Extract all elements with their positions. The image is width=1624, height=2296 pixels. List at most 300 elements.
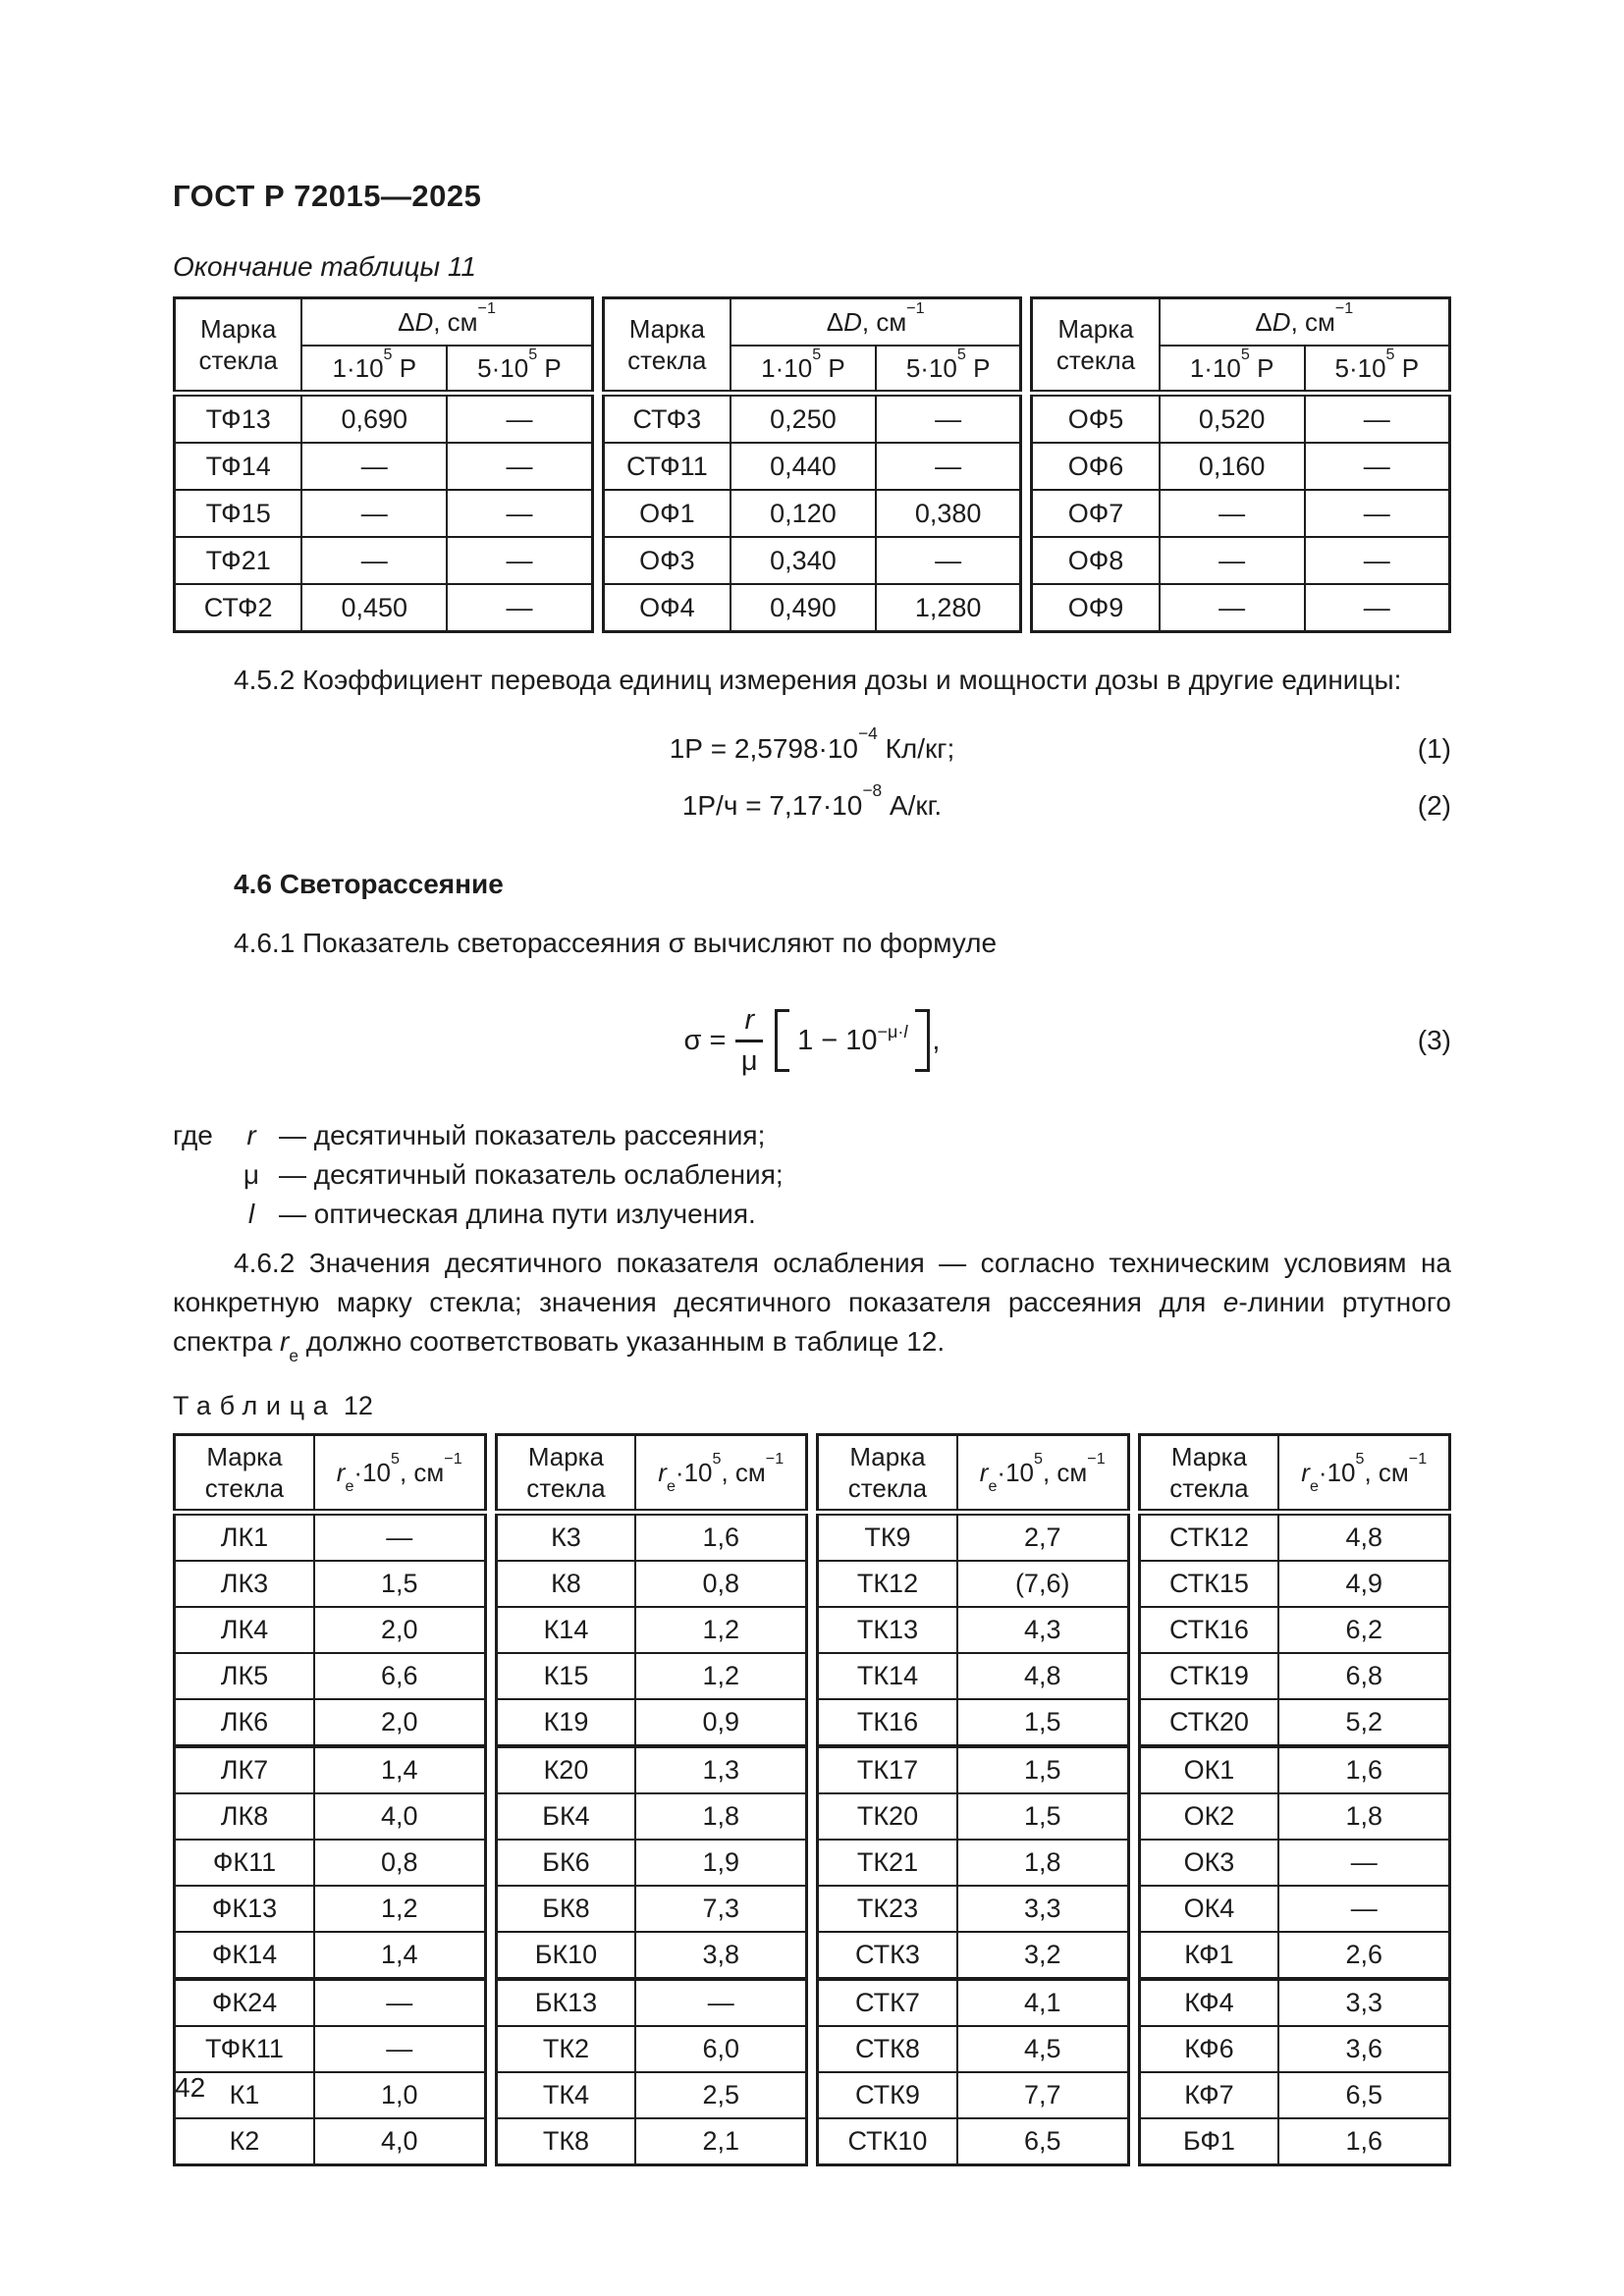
table11-continuation-caption: Окончание таблицы 11 <box>173 251 476 282</box>
cell-glass-mark: ОК1 <box>1139 1746 1278 1793</box>
where-item <box>173 1155 1451 1195</box>
table12-group <box>1138 1433 1452 2166</box>
cell-delta-value: 0,440 <box>731 443 876 490</box>
table-row <box>818 1746 1129 1793</box>
table12-group <box>173 1433 487 2166</box>
table-row <box>175 1840 486 1886</box>
cell-re-value: 4,3 <box>957 1607 1128 1653</box>
table11-header-row <box>603 298 1021 347</box>
formula-2 <box>173 780 1451 831</box>
cell-delta-value: — <box>1305 537 1450 584</box>
cell-glass-mark: СТК12 <box>1139 1513 1278 1562</box>
cell-re-value: 4,8 <box>1278 1513 1449 1562</box>
table-row <box>1032 443 1450 490</box>
col-header-re-value: $r_e\cdot 10^5$, $см^{-1}$ <box>635 1435 806 1513</box>
table-row <box>496 1699 807 1746</box>
cell-glass-mark: ЛК5 <box>175 1653 314 1699</box>
cell-re-value: 2,0 <box>314 1699 485 1746</box>
table11-header-row <box>1032 298 1450 347</box>
table-row <box>818 2072 1129 2118</box>
table11-head <box>175 298 593 394</box>
cell-glass-mark: БК10 <box>496 1932 635 1979</box>
cell-glass-mark: ЛК4 <box>175 1607 314 1653</box>
table-row <box>496 2118 807 2165</box>
heading-4-6: 4.6 Светорассеяние <box>234 869 504 899</box>
table-row <box>175 490 593 537</box>
cell-glass-mark: ФК24 <box>175 1979 314 2026</box>
cell-re-value: 2,0 <box>314 1607 485 1653</box>
cell-glass-mark: БК8 <box>496 1886 635 1932</box>
table-row <box>1139 2026 1450 2072</box>
cell-glass-mark: СТК16 <box>1139 1607 1278 1653</box>
col-header-glass-mark: Марка стекла <box>175 298 302 394</box>
table11-head <box>1032 298 1450 394</box>
table-row <box>1139 2118 1450 2165</box>
formula-3-body <box>684 1005 941 1076</box>
table-row <box>818 2026 1129 2072</box>
table-row <box>175 1513 486 1562</box>
cell-glass-mark: ТФ21 <box>175 537 302 584</box>
cell-re-value: 4,5 <box>957 2026 1128 2072</box>
table-row <box>175 394 593 444</box>
table-row <box>496 1513 807 1562</box>
table-row <box>175 1746 486 1793</box>
where-symbol: μ <box>243 1159 260 1190</box>
cell-delta-value: — <box>876 537 1021 584</box>
paragraph-4-6-2: 4.6.2 Значения десятичного показателя ослабления — согласно техническим условиям на конкретную марку стекла; значения десятичного показателя рассеяния для e-линии ртутного спектра $r_e$ должно соответствовать указанным в таблице 12. <box>173 1248 1451 1366</box>
cell-re-value: 2,7 <box>957 1513 1128 1562</box>
table-row <box>496 1746 807 1793</box>
cell-delta-value: — <box>301 537 447 584</box>
cell-re-value: 1,2 <box>635 1653 806 1699</box>
table-row <box>603 537 1021 584</box>
where-definitions <box>173 1116 1451 1234</box>
cell-delta-value: — <box>1160 584 1305 632</box>
right-bracket <box>915 1009 930 1072</box>
cell-glass-mark: СТК10 <box>818 2118 957 2165</box>
formula-2-body: $1Р/ч = 7,17\cdot 10^{-8}$ А/кг. <box>681 780 943 821</box>
cell-re-value: (7,6) <box>957 1561 1128 1607</box>
table12-header-row <box>175 1435 486 1513</box>
table-row <box>603 584 1021 632</box>
table-row <box>1139 2072 1450 2118</box>
cell-glass-mark: ТК21 <box>818 1840 957 1886</box>
col-header-glass-mark: Марка стекла <box>496 1435 635 1513</box>
cell-re-value: 3,3 <box>957 1886 1128 1932</box>
table11-header-row <box>175 298 593 347</box>
table-row <box>1139 1653 1450 1699</box>
cell-glass-mark: ФК13 <box>175 1886 314 1932</box>
col-header-dose: $1\cdot 10^5$ Р <box>1160 346 1305 394</box>
cell-glass-mark: ТК8 <box>496 2118 635 2165</box>
cell-glass-mark: ТК23 <box>818 1886 957 1932</box>
table12-group <box>495 1433 809 2166</box>
table-row <box>175 2072 486 2118</box>
cell-re-value: 6,5 <box>957 2118 1128 2165</box>
cell-glass-mark: К14 <box>496 1607 635 1653</box>
cell-delta-value: — <box>1305 443 1450 490</box>
col-header-dose: $5\cdot 10^5$ Р <box>1305 346 1450 394</box>
paragraph-4-5-2: 4.5.2 Коэффициент перевода единиц измерения дозы и мощности дозы в другие единицы: <box>234 665 1402 695</box>
cell-re-value: 1,9 <box>635 1840 806 1886</box>
paragraph-4-6-1: 4.6.1 Показатель светорассеяния σ вычисляют по формуле <box>234 928 998 958</box>
col-header-dose: $1\cdot 10^5$ Р <box>301 346 447 394</box>
cell-glass-mark: ОФ7 <box>1032 490 1160 537</box>
cell-re-value: 1,2 <box>314 1886 485 1932</box>
cell-delta-value: — <box>447 443 592 490</box>
cell-re-value: 1,8 <box>957 1840 1128 1886</box>
cell-glass-mark: ОФ9 <box>1032 584 1160 632</box>
col-header-dose: $5\cdot 10^5$ Р <box>447 346 592 394</box>
cell-delta-value: 0,450 <box>301 584 447 632</box>
cell-delta-value: 0,120 <box>731 490 876 537</box>
cell-delta-value: — <box>1160 490 1305 537</box>
table12-body <box>1139 1513 1450 2165</box>
table-row <box>175 1979 486 2026</box>
cell-glass-mark: ТФ13 <box>175 394 302 444</box>
col-header-delta-d: ΔD, $см^{-1}$ <box>301 298 592 347</box>
cell-glass-mark: ТФК11 <box>175 2026 314 2072</box>
cell-re-value: 1,2 <box>635 1607 806 1653</box>
table12-body <box>175 1513 486 2165</box>
cell-delta-value: 0,250 <box>731 394 876 444</box>
table-row <box>496 2072 807 2118</box>
table-row <box>175 1793 486 1840</box>
cell-glass-mark: КФ7 <box>1139 2072 1278 2118</box>
col-header-dose: $5\cdot 10^5$ Р <box>876 346 1021 394</box>
cell-re-value: — <box>1278 1886 1449 1932</box>
cell-re-value: 0,8 <box>635 1561 806 1607</box>
col-header-glass-mark: Марка стекла <box>603 298 731 394</box>
table11-group <box>173 296 594 633</box>
cell-glass-mark: ТФ14 <box>175 443 302 490</box>
formula-1-body: $1Р = 2,5798\cdot 10^{-4}$ Кл/кг; <box>669 723 955 764</box>
table-row <box>603 490 1021 537</box>
where-symbol: r <box>246 1120 256 1150</box>
table12-group <box>816 1433 1130 2166</box>
cell-glass-mark: ТК9 <box>818 1513 957 1562</box>
cell-re-value: 1,8 <box>635 1793 806 1840</box>
table-row <box>175 1653 486 1699</box>
table12-head <box>496 1435 807 1513</box>
cell-re-value: 6,8 <box>1278 1653 1449 1699</box>
table-row <box>1139 1979 1450 2026</box>
table11-head <box>603 298 1021 394</box>
table-row <box>1139 1513 1450 1562</box>
table-row <box>818 1607 1129 1653</box>
cell-glass-mark: БК6 <box>496 1840 635 1886</box>
cell-glass-mark: СТК20 <box>1139 1699 1278 1746</box>
cell-re-value: — <box>635 1979 806 2026</box>
cell-re-value: 4,8 <box>957 1653 1128 1699</box>
table-row <box>175 1607 486 1653</box>
cell-glass-mark: ТК16 <box>818 1699 957 1746</box>
cell-re-value: 1,4 <box>314 1932 485 1979</box>
cell-glass-mark: БК4 <box>496 1793 635 1840</box>
cell-glass-mark: К20 <box>496 1746 635 1793</box>
table-row <box>496 1886 807 1932</box>
cell-re-value: — <box>314 1513 485 1562</box>
cell-re-value: 0,9 <box>635 1699 806 1746</box>
col-header-glass-mark: Марка стекла <box>175 1435 314 1513</box>
table11-body <box>175 394 593 632</box>
table12-caption <box>173 1391 1451 1421</box>
cell-glass-mark: ЛК1 <box>175 1513 314 1562</box>
cell-glass-mark: ОК3 <box>1139 1840 1278 1886</box>
cell-delta-value: — <box>1305 490 1450 537</box>
page-number: 42 <box>175 2072 206 2103</box>
cell-glass-mark: ТК20 <box>818 1793 957 1840</box>
formula-1 <box>173 723 1451 774</box>
table-row <box>496 1979 807 2026</box>
cell-glass-mark: ОФ4 <box>603 584 731 632</box>
cell-delta-value: — <box>447 394 592 444</box>
cell-glass-mark: ОФ6 <box>1032 443 1160 490</box>
cell-glass-mark: ТК12 <box>818 1561 957 1607</box>
where-item <box>173 1195 1451 1234</box>
cell-delta-value: — <box>301 443 447 490</box>
table11 <box>173 296 1451 633</box>
cell-delta-value: 0,520 <box>1160 394 1305 444</box>
cell-glass-mark: КФ4 <box>1139 1979 1278 2026</box>
standard-code: ГОСТ Р 72015—2025 <box>173 179 482 213</box>
cell-glass-mark: ОФ8 <box>1032 537 1160 584</box>
cell-glass-mark: К19 <box>496 1699 635 1746</box>
cell-delta-value: — <box>447 537 592 584</box>
cell-re-value: 1,5 <box>957 1746 1128 1793</box>
table-row <box>818 1932 1129 1979</box>
cell-glass-mark: ЛК6 <box>175 1699 314 1746</box>
cell-glass-mark: ОФ3 <box>603 537 731 584</box>
col-header-re-value: $r_e\cdot 10^5$, $см^{-1}$ <box>314 1435 485 1513</box>
cell-glass-mark: СТК8 <box>818 2026 957 2072</box>
table-row <box>496 2026 807 2072</box>
table-row <box>175 1699 486 1746</box>
table12-body <box>496 1513 807 2165</box>
table-row <box>1139 1932 1450 1979</box>
cell-glass-mark: ТК17 <box>818 1746 957 1793</box>
fraction-denominator: μ <box>740 1044 758 1077</box>
col-header-delta-d: ΔD, $см^{-1}$ <box>731 298 1021 347</box>
cell-glass-mark: СТФ2 <box>175 584 302 632</box>
cell-re-value: 6,6 <box>314 1653 485 1699</box>
table-row <box>818 1840 1129 1886</box>
table-row <box>175 2118 486 2165</box>
cell-glass-mark: К1 <box>175 2072 314 2118</box>
cell-re-value: 3,2 <box>957 1932 1128 1979</box>
cell-glass-mark: К2 <box>175 2118 314 2165</box>
cell-re-value: 6,2 <box>1278 1607 1449 1653</box>
table-row <box>1139 1886 1450 1932</box>
table-row <box>496 1840 807 1886</box>
table-row <box>818 1561 1129 1607</box>
table-row <box>1139 1746 1450 1793</box>
table11-body <box>1032 394 1450 632</box>
cell-glass-mark: К8 <box>496 1561 635 1607</box>
cell-glass-mark: КФ1 <box>1139 1932 1278 1979</box>
where-item <box>173 1116 1451 1155</box>
cell-re-value: 7,7 <box>957 2072 1128 2118</box>
cell-glass-mark: БФ1 <box>1139 2118 1278 2165</box>
table-row <box>1139 1793 1450 1840</box>
table-row <box>818 1653 1129 1699</box>
table-row <box>175 584 593 632</box>
table-row <box>1139 1561 1450 1607</box>
cell-glass-mark: ТК4 <box>496 2072 635 2118</box>
table-row <box>603 443 1021 490</box>
cell-delta-value: — <box>301 490 447 537</box>
col-header-dose: $1\cdot 10^5$ Р <box>731 346 876 394</box>
cell-glass-mark: СТК7 <box>818 1979 957 2026</box>
table-row <box>175 1886 486 1932</box>
cell-glass-mark: ТФ15 <box>175 490 302 537</box>
cell-glass-mark: ЛК3 <box>175 1561 314 1607</box>
cell-re-value: 1,6 <box>635 1513 806 1562</box>
table-row <box>818 2118 1129 2165</box>
col-header-re-value: $r_e\cdot 10^5$, $см^{-1}$ <box>957 1435 1128 1513</box>
cell-delta-value: — <box>876 394 1021 444</box>
table-row <box>1139 1607 1450 1653</box>
table-row <box>818 1979 1129 2026</box>
col-header-delta-d: ΔD, $см^{-1}$ <box>1160 298 1450 347</box>
table12 <box>173 1433 1451 2166</box>
where-definition-text: — оптическая длина пути излучения. <box>279 1199 756 1229</box>
table-row <box>818 1699 1129 1746</box>
cell-re-value: 2,1 <box>635 2118 806 2165</box>
table-row <box>496 1607 807 1653</box>
table-row <box>496 1793 807 1840</box>
where-definition-text: — десятичный показатель рассеяния; <box>279 1120 766 1150</box>
cell-re-value: — <box>314 2026 485 2072</box>
cell-glass-mark: СТК3 <box>818 1932 957 1979</box>
cell-re-value: 1,5 <box>314 1561 485 1607</box>
formula-1-number: (1) <box>1417 733 1451 764</box>
cell-glass-mark: СТФ11 <box>603 443 731 490</box>
table-row <box>603 394 1021 444</box>
table-row <box>1139 1699 1450 1746</box>
cell-delta-value: — <box>447 584 592 632</box>
col-header-re-value: $r_e\cdot 10^5$, $см^{-1}$ <box>1278 1435 1449 1513</box>
cell-glass-mark: СТК19 <box>1139 1653 1278 1699</box>
table-row <box>496 1653 807 1699</box>
cell-delta-value: 0,160 <box>1160 443 1305 490</box>
cell-glass-mark: КФ6 <box>1139 2026 1278 2072</box>
table11-group <box>602 296 1023 633</box>
cell-glass-mark: ЛК7 <box>175 1746 314 1793</box>
cell-delta-value: 0,690 <box>301 394 447 444</box>
table-row <box>1139 1840 1450 1886</box>
cell-re-value: 2,6 <box>1278 1932 1449 1979</box>
col-header-glass-mark: Марка стекла <box>1139 1435 1278 1513</box>
cell-re-value: 4,9 <box>1278 1561 1449 1607</box>
cell-glass-mark: БК13 <box>496 1979 635 2026</box>
table12-caption-label: Таблица <box>173 1391 337 1420</box>
left-bracket <box>775 1009 789 1072</box>
col-header-glass-mark: Марка стекла <box>818 1435 957 1513</box>
where-intro <box>173 1155 234 1195</box>
cell-re-value: 2,5 <box>635 2072 806 2118</box>
table-row <box>175 1932 486 1979</box>
table-row <box>1032 584 1450 632</box>
cell-glass-mark: К15 <box>496 1653 635 1699</box>
cell-delta-value: — <box>1160 537 1305 584</box>
cell-re-value: 1,3 <box>635 1746 806 1793</box>
table12-head <box>175 1435 486 1513</box>
table-row <box>1032 537 1450 584</box>
cell-re-value: 0,8 <box>314 1840 485 1886</box>
cell-delta-value: 0,340 <box>731 537 876 584</box>
cell-delta-value: — <box>876 443 1021 490</box>
cell-glass-mark: СТК9 <box>818 2072 957 2118</box>
cell-delta-value: 0,380 <box>876 490 1021 537</box>
table12-header-row <box>1139 1435 1450 1513</box>
cell-glass-mark: ЛК8 <box>175 1793 314 1840</box>
cell-re-value: 4,0 <box>314 1793 485 1840</box>
table-row <box>818 1886 1129 1932</box>
formula-3-bracket-content: 1 − 10 $^{-\mu\cdot l}$ <box>797 1022 908 1056</box>
cell-glass-mark: ОК2 <box>1139 1793 1278 1840</box>
formula-3-number: (3) <box>1417 1025 1451 1055</box>
col-header-glass-mark: Марка стекла <box>1032 298 1160 394</box>
table11-body <box>603 394 1021 632</box>
where-definition-text: — десятичный показатель ослабления; <box>279 1159 784 1190</box>
where-symbol: l <box>247 1199 255 1229</box>
cell-glass-mark: СТК15 <box>1139 1561 1278 1607</box>
cell-glass-mark: ОФ5 <box>1032 394 1160 444</box>
table12-header-row <box>818 1435 1129 1513</box>
formula-3-suffix: , <box>932 1024 941 1056</box>
table12-body <box>818 1513 1129 2165</box>
cell-re-value: 3,8 <box>635 1932 806 1979</box>
cell-delta-value: 1,280 <box>876 584 1021 632</box>
cell-re-value: 1,0 <box>314 2072 485 2118</box>
cell-re-value: 6,0 <box>635 2026 806 2072</box>
cell-re-value: 5,2 <box>1278 1699 1449 1746</box>
where-intro <box>173 1195 234 1234</box>
cell-re-value: 4,1 <box>957 1979 1128 2026</box>
cell-re-value: 1,6 <box>1278 2118 1449 2165</box>
cell-delta-value: — <box>1305 584 1450 632</box>
cell-delta-value: 0,490 <box>731 584 876 632</box>
cell-delta-value: — <box>1305 394 1450 444</box>
table-row <box>1032 490 1450 537</box>
cell-glass-mark: ТК14 <box>818 1653 957 1699</box>
cell-re-value: — <box>314 1979 485 2026</box>
table-row <box>818 1513 1129 1562</box>
table-row <box>175 2026 486 2072</box>
formula-3 <box>173 983 1451 1098</box>
table-row <box>175 443 593 490</box>
cell-re-value: — <box>1278 1840 1449 1886</box>
cell-re-value: 1,5 <box>957 1793 1128 1840</box>
table11-group <box>1030 296 1451 633</box>
cell-re-value: 6,5 <box>1278 2072 1449 2118</box>
cell-glass-mark: ОФ1 <box>603 490 731 537</box>
table12-head <box>818 1435 1129 1513</box>
cell-glass-mark: СТФ3 <box>603 394 731 444</box>
cell-re-value: 3,6 <box>1278 2026 1449 2072</box>
cell-re-value: 1,8 <box>1278 1793 1449 1840</box>
table-row <box>175 537 593 584</box>
formula-3-lhs: σ = <box>683 1024 727 1056</box>
formula-2-number: (2) <box>1417 790 1451 821</box>
fraction-numerator: r <box>735 1005 763 1041</box>
table12-head <box>1139 1435 1450 1513</box>
table-row <box>1032 394 1450 444</box>
cell-re-value: 3,3 <box>1278 1979 1449 2026</box>
table-row <box>496 1932 807 1979</box>
cell-glass-mark: ТК13 <box>818 1607 957 1653</box>
